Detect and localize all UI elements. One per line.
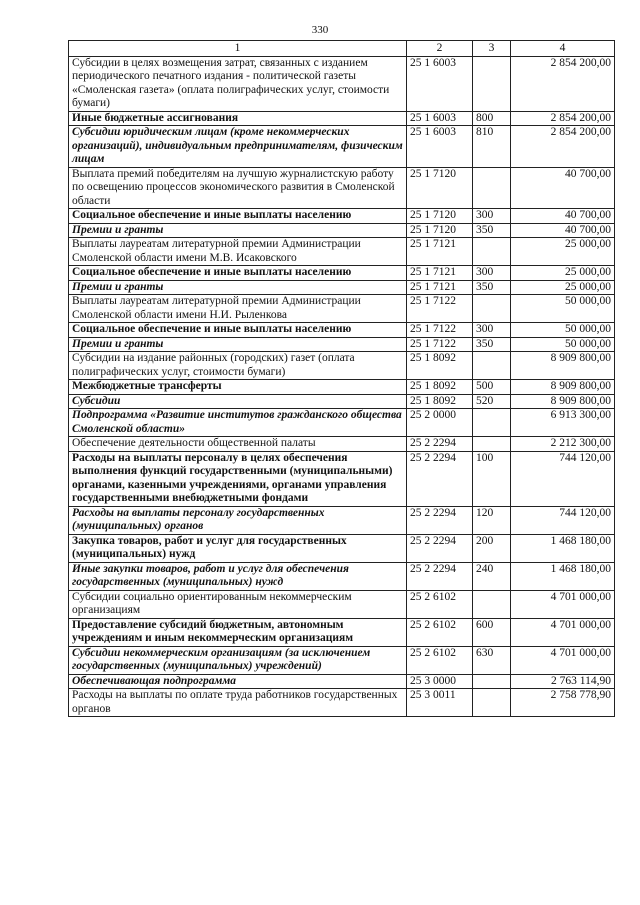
row-code-cell: 25 2 2294 bbox=[407, 506, 473, 534]
row-name-cell: Обеспечение деятельности общественной палаты bbox=[69, 437, 407, 452]
row-amount-cell: 1 468 180,00 bbox=[511, 534, 615, 562]
row-name-cell: Премии и гранты bbox=[69, 337, 407, 352]
table-row bbox=[69, 352, 615, 380]
header-col-3: 3 bbox=[473, 41, 511, 57]
row-code-cell: 25 1 7122 bbox=[407, 323, 473, 338]
row-name-cell: Выплата премий победителям на лучшую журналистскую работу по освещению процессов экономического развития в Смоленской области bbox=[69, 167, 407, 209]
row-code-cell: 25 1 7120 bbox=[407, 223, 473, 238]
row-amount-cell: 8 909 800,00 bbox=[511, 352, 615, 380]
row-expense-type-cell: 520 bbox=[473, 394, 511, 409]
row-amount-cell: 4 701 000,00 bbox=[511, 618, 615, 646]
row-expense-type-cell: 350 bbox=[473, 280, 511, 295]
row-name-cell: Предоставление субсидий бюджетным, автономным учреждениям и иным некоммерческим организациям bbox=[69, 618, 407, 646]
row-code-cell: 25 2 6102 bbox=[407, 618, 473, 646]
row-expense-type-cell bbox=[473, 689, 511, 717]
table-row bbox=[69, 451, 615, 506]
row-amount-cell: 8 909 800,00 bbox=[511, 394, 615, 409]
row-expense-type-cell: 300 bbox=[473, 266, 511, 281]
row-name-cell: Субсидии некоммерческим организациям (за исключением государственных (муниципальных) учреждений) bbox=[69, 646, 407, 674]
row-amount-cell: 2 758 778,90 bbox=[511, 689, 615, 717]
row-name-cell: Социальное обеспечение и иные выплаты населению bbox=[69, 323, 407, 338]
row-name-cell: Субсидии социально ориентированным некоммерческим организациям bbox=[69, 590, 407, 618]
page-number: 330 bbox=[311, 24, 329, 36]
row-code-cell: 25 1 8092 bbox=[407, 380, 473, 395]
row-expense-type-cell: 120 bbox=[473, 506, 511, 534]
row-amount-cell: 2 854 200,00 bbox=[511, 126, 615, 168]
table-row bbox=[69, 167, 615, 209]
table-row bbox=[69, 238, 615, 266]
row-amount-cell: 2 854 200,00 bbox=[511, 56, 615, 111]
row-code-cell: 25 2 6102 bbox=[407, 646, 473, 674]
row-expense-type-cell: 600 bbox=[473, 618, 511, 646]
row-code-cell: 25 1 7121 bbox=[407, 266, 473, 281]
row-code-cell: 25 2 2294 bbox=[407, 562, 473, 590]
row-amount-cell: 744 120,00 bbox=[511, 451, 615, 506]
table-row bbox=[69, 618, 615, 646]
table-row bbox=[69, 409, 615, 437]
row-amount-cell: 2 763 114,90 bbox=[511, 674, 615, 689]
row-code-cell: 25 1 7121 bbox=[407, 280, 473, 295]
table-row bbox=[69, 111, 615, 126]
row-expense-type-cell: 500 bbox=[473, 380, 511, 395]
header-col-4: 4 bbox=[511, 41, 615, 57]
row-expense-type-cell bbox=[473, 238, 511, 266]
row-expense-type-cell bbox=[473, 295, 511, 323]
row-amount-cell: 4 701 000,00 bbox=[511, 646, 615, 674]
row-code-cell: 25 1 6003 bbox=[407, 126, 473, 168]
row-amount-cell: 40 700,00 bbox=[511, 167, 615, 209]
row-expense-type-cell: 100 bbox=[473, 451, 511, 506]
table-row bbox=[69, 646, 615, 674]
table-row bbox=[69, 394, 615, 409]
row-code-cell: 25 2 2294 bbox=[407, 534, 473, 562]
row-expense-type-cell: 630 bbox=[473, 646, 511, 674]
row-name-cell: Обеспечивающая подпрограмма bbox=[69, 674, 407, 689]
table-row bbox=[69, 437, 615, 452]
row-amount-cell: 50 000,00 bbox=[511, 295, 615, 323]
table-row bbox=[69, 266, 615, 281]
budget-table bbox=[68, 40, 615, 717]
row-expense-type-cell: 300 bbox=[473, 209, 511, 224]
row-code-cell: 25 1 7122 bbox=[407, 337, 473, 352]
row-amount-cell: 1 468 180,00 bbox=[511, 562, 615, 590]
table-row bbox=[69, 56, 615, 111]
row-name-cell: Иные закупки товаров, работ и услуг для обеспечения государственных (муниципальных) нужд bbox=[69, 562, 407, 590]
row-expense-type-cell bbox=[473, 409, 511, 437]
row-name-cell: Субсидии на издание районных (городских) газет (оплата полиграфических услуг, стоимости бумаги) bbox=[69, 352, 407, 380]
table-row bbox=[69, 337, 615, 352]
row-name-cell: Премии и гранты bbox=[69, 223, 407, 238]
row-expense-type-cell: 200 bbox=[473, 534, 511, 562]
row-name-cell: Расходы на выплаты по оплате труда работников государственных органов bbox=[69, 689, 407, 717]
row-amount-cell: 744 120,00 bbox=[511, 506, 615, 534]
row-name-cell: Выплаты лауреатам литературной премии Администрации Смоленской области имени М.В. Исаковского bbox=[69, 238, 407, 266]
header-row bbox=[69, 41, 615, 57]
row-expense-type-cell bbox=[473, 352, 511, 380]
row-name-cell: Иные бюджетные ассигнования bbox=[69, 111, 407, 126]
row-name-cell: Социальное обеспечение и иные выплаты населению bbox=[69, 266, 407, 281]
row-expense-type-cell: 350 bbox=[473, 223, 511, 238]
table-row bbox=[69, 689, 615, 717]
row-amount-cell: 25 000,00 bbox=[511, 266, 615, 281]
row-amount-cell: 4 701 000,00 bbox=[511, 590, 615, 618]
row-name-cell: Подпрограмма «Развитие институтов гражданского общества Смоленской области» bbox=[69, 409, 407, 437]
row-code-cell: 25 2 0000 bbox=[407, 409, 473, 437]
row-expense-type-cell: 300 bbox=[473, 323, 511, 338]
row-expense-type-cell: 240 bbox=[473, 562, 511, 590]
table-row bbox=[69, 126, 615, 168]
row-code-cell: 25 1 8092 bbox=[407, 394, 473, 409]
row-code-cell: 25 1 6003 bbox=[407, 111, 473, 126]
table-body bbox=[69, 56, 615, 717]
row-name-cell: Расходы на выплаты персоналу в целях обеспечения выполнения функций государственными (муниципальными) органами, казенными учреждениями, органами управления государственными внебюджетными фондами bbox=[69, 451, 407, 506]
row-code-cell: 25 2 2294 bbox=[407, 437, 473, 452]
row-amount-cell: 25 000,00 bbox=[511, 238, 615, 266]
row-code-cell: 25 3 0000 bbox=[407, 674, 473, 689]
table-row bbox=[69, 209, 615, 224]
row-name-cell: Премии и гранты bbox=[69, 280, 407, 295]
table-row bbox=[69, 380, 615, 395]
row-expense-type-cell bbox=[473, 590, 511, 618]
table-row bbox=[69, 590, 615, 618]
row-amount-cell: 50 000,00 bbox=[511, 337, 615, 352]
row-expense-type-cell: 810 bbox=[473, 126, 511, 168]
row-code-cell: 25 1 7122 bbox=[407, 295, 473, 323]
table-row bbox=[69, 280, 615, 295]
row-expense-type-cell bbox=[473, 167, 511, 209]
row-code-cell: 25 1 7120 bbox=[407, 209, 473, 224]
row-name-cell: Расходы на выплаты персоналу государственных (муниципальных) органов bbox=[69, 506, 407, 534]
table-row bbox=[69, 674, 615, 689]
row-amount-cell: 2 854 200,00 bbox=[511, 111, 615, 126]
row-name-cell: Закупка товаров, работ и услуг для государственных (муниципальных) нужд bbox=[69, 534, 407, 562]
row-amount-cell: 40 700,00 bbox=[511, 209, 615, 224]
table-row bbox=[69, 506, 615, 534]
table-row bbox=[69, 223, 615, 238]
row-code-cell: 25 3 0011 bbox=[407, 689, 473, 717]
row-expense-type-cell bbox=[473, 437, 511, 452]
row-expense-type-cell bbox=[473, 56, 511, 111]
row-expense-type-cell: 800 bbox=[473, 111, 511, 126]
row-name-cell: Субсидии bbox=[69, 394, 407, 409]
row-name-cell: Социальное обеспечение и иные выплаты населению bbox=[69, 209, 407, 224]
table-row bbox=[69, 295, 615, 323]
row-code-cell: 25 1 6003 bbox=[407, 56, 473, 111]
row-amount-cell: 25 000,00 bbox=[511, 280, 615, 295]
row-amount-cell: 40 700,00 bbox=[511, 223, 615, 238]
table-row bbox=[69, 534, 615, 562]
table-row bbox=[69, 323, 615, 338]
row-name-cell: Субсидии юридическим лицам (кроме некоммерческих организаций), индивидуальным предпринимателям, физическим лицам bbox=[69, 126, 407, 168]
row-expense-type-cell bbox=[473, 674, 511, 689]
table-row bbox=[69, 562, 615, 590]
row-code-cell: 25 2 2294 bbox=[407, 451, 473, 506]
row-amount-cell: 2 212 300,00 bbox=[511, 437, 615, 452]
row-amount-cell: 50 000,00 bbox=[511, 323, 615, 338]
row-amount-cell: 6 913 300,00 bbox=[511, 409, 615, 437]
row-amount-cell: 8 909 800,00 bbox=[511, 380, 615, 395]
header-col-1: 1 bbox=[69, 41, 407, 57]
header-col-2: 2 bbox=[407, 41, 473, 57]
row-code-cell: 25 1 7121 bbox=[407, 238, 473, 266]
row-name-cell: Межбюджетные трансферты bbox=[69, 380, 407, 395]
row-code-cell: 25 2 6102 bbox=[407, 590, 473, 618]
row-name-cell: Субсидии в целях возмещения затрат, связанных с изданием периодического печатного издания - политической газеты «Смоленская газета» (оплата полиграфических услуг, стоимости бумаги) bbox=[69, 56, 407, 111]
row-name-cell: Выплаты лауреатам литературной премии Администрации Смоленской области имени Н.И. Рыленкова bbox=[69, 295, 407, 323]
row-code-cell: 25 1 7120 bbox=[407, 167, 473, 209]
row-code-cell: 25 1 8092 bbox=[407, 352, 473, 380]
row-expense-type-cell: 350 bbox=[473, 337, 511, 352]
